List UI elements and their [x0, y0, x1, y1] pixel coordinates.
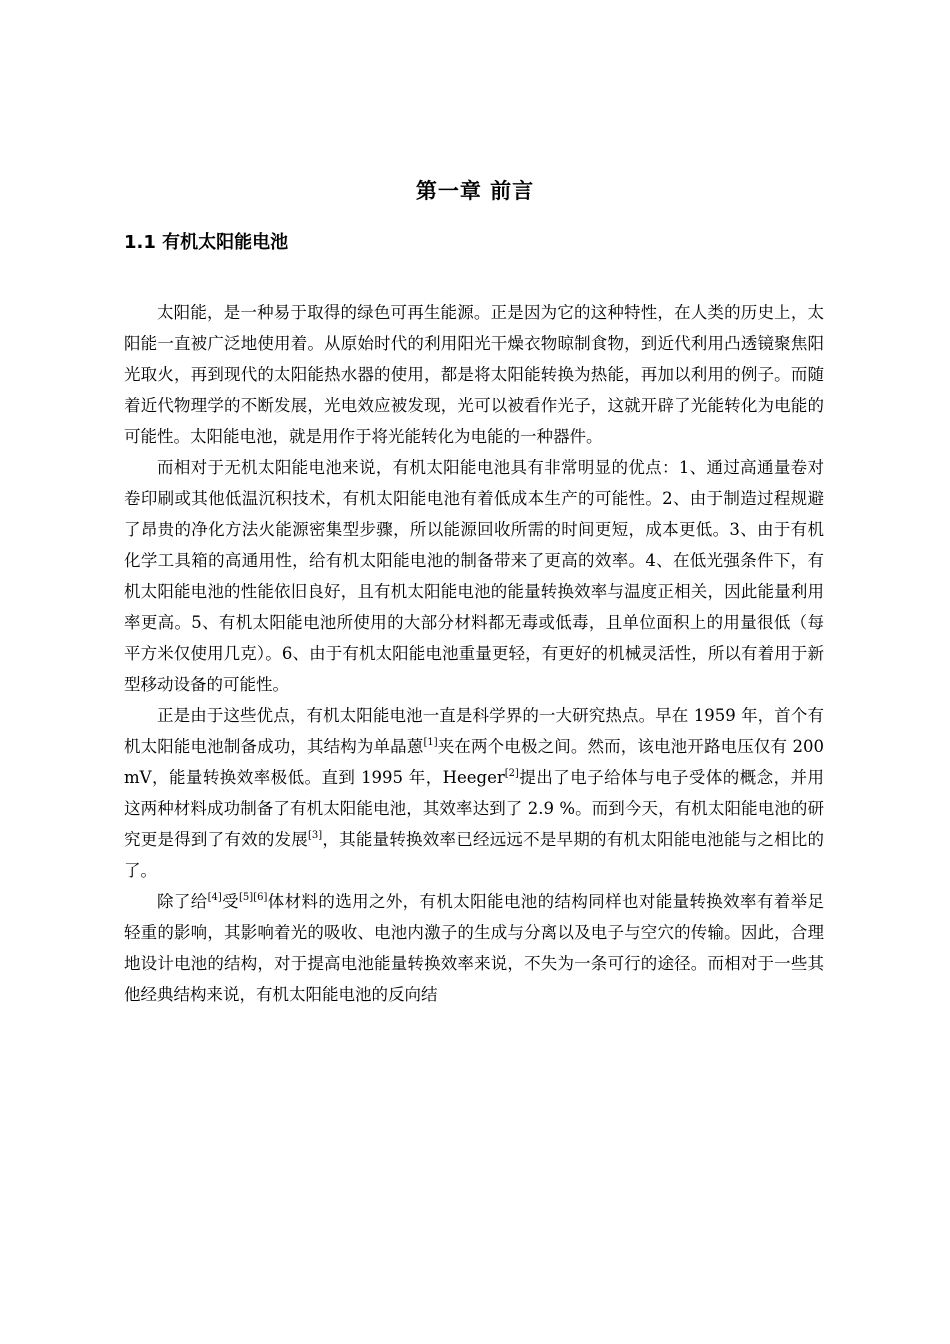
citation-ref-2: [2]	[504, 768, 519, 779]
paragraph-advantages: 而相对于无机太阳能电池来说，有机太阳能电池具有非常明显的优点：1、通过高通量卷对卷印刷或其他低温沉积技术，有机太阳能电池有着低成本生产的可能性。2、由于制造过程规避了昂贵的净化方法火能源密集型步骤，所以能源回收所需的时间更短，成本更低。3、由于有机化学工具箱的高通用性，给有机太阳能电池的制备带来了更高的效率。4、在低光强条件下，有机太阳能电池的性能依旧良好，且有机太阳能电池的能量转换效率与温度正相关，因此能量利用率更高。5、有机太阳能电池所使用的大部分材料都无毒或低毒，且单位面积上的用量很低（每平方米仅使用几克）。6、由于有机太阳能电池重量更轻，有更好的机械灵活性，所以有着用于新型移动设备的可能性。	[124, 458, 824, 694]
paragraph-structure-text-2: 受	[221, 892, 240, 911]
citation-ref-6: [6]	[253, 892, 268, 903]
paragraph-structure-text-1: 除了给	[157, 892, 208, 911]
section-heading: 1.1 有机太阳能电池	[124, 232, 289, 253]
citation-ref-5: [5]	[239, 892, 254, 903]
citation-ref-4: [4]	[207, 892, 222, 903]
paragraph-intro: 太阳能，是一种易于取得的绿色可再生能源。正是因为它的这种特性，在人类的历史上，太阳能一直被广泛地使用着。从原始时代的利用阳光干燥衣物晾制食物，到近代利用凸透镜聚焦阳光取火，再到现代的太阳能热水器的使用，都是将太阳能转换为热能，再加以利用的例子。而随着近代物理学的不断发展，光电效应被发现，光可以被看作光子，这就开辟了光能转化为电能的可能性。太阳能电池，就是用作于将光能转化为电能的一种器件。	[124, 303, 824, 446]
paragraph-history	[124, 700, 824, 886]
paragraph-structure	[124, 886, 824, 1010]
paragraph-history-text-3: 提出了电子给体与电子受体的概念，并用这两种材料成功制备了有机太阳能电池，其效率达到了 2.9 %。而到今天，有机太阳能电池的研究更是得到了有效的发展	[124, 768, 824, 849]
paragraph-structure-text-3: 体材料的选用之外，有机太阳能电池的结构同样也对能量转换效率有着举足轻重的影响，其影响着光的吸收、电池内激子的生成与分离以及电子与空穴的传输。因此，合理地设计电池的结构，对于提高电池能量转换效率来说，不失为一条可行的途径。而相对于一些其他经典结构来说，有机太阳能电池的反向结	[124, 892, 825, 1004]
citation-ref-3: [3]	[308, 830, 323, 841]
chapter-title: 第一章 前言	[415, 179, 535, 203]
paragraph-history-text-2: 夹在两个电极之间。然而，该电池开路电压仅有 200 mV，能量转换效率极低。直到 1995 年，Heeger	[124, 737, 824, 787]
body-text	[124, 297, 824, 1010]
citation-ref-1: [1]	[423, 737, 438, 748]
paragraph-history-text-4: ，其能量转换效率已经远远不是早期的有机太阳能电池能与之相比的了。	[124, 830, 825, 880]
paragraph-history-text-1: 正是由于这些优点，有机太阳能电池一直是科学界的一大研究热点。早在 1959 年，首个有机太阳能电池制备成功，其结构为单晶蒽	[124, 706, 824, 756]
